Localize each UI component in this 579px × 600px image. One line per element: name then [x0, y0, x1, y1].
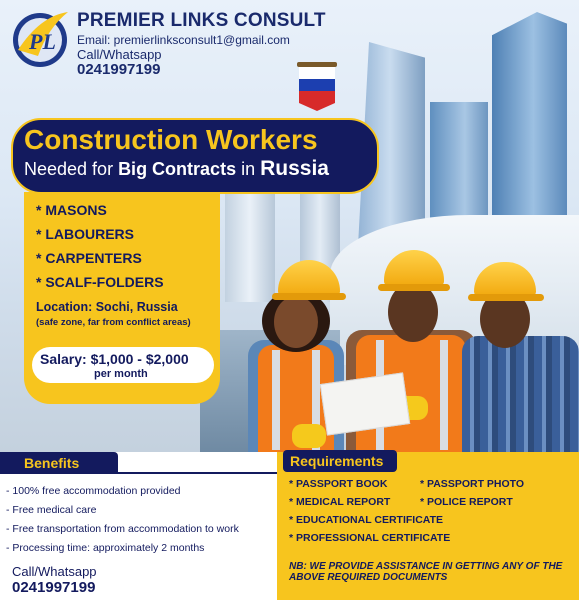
subtitle-country: Russia [260, 157, 329, 180]
benefit-item: - 100% free accommodation provided [6, 485, 181, 497]
job-item: * LABOURERS [36, 226, 135, 242]
requirement-item: * POLICE REPORT [420, 496, 513, 508]
benefit-item: - Free transportation from accommodation to work [6, 523, 239, 535]
requirement-item: * MEDICAL REPORT [289, 496, 391, 508]
phone-number: 0241997199 [12, 579, 96, 596]
company-name: PREMIER LINKS CONSULT [77, 10, 326, 31]
benefit-item: - Processing time: approximately 2 months [6, 542, 205, 554]
email-address: Email: premierlinksconsult1@gmail.com [77, 33, 290, 47]
benefit-item: - Free medical care [6, 504, 97, 516]
requirement-item: * PASSPORT PHOTO [420, 478, 525, 490]
headline-title: Construction Workers [24, 124, 318, 155]
requirement-item: * EDUCATIONAL CERTIFICATE [289, 514, 443, 526]
divider [118, 472, 277, 474]
subtitle-prefix: Needed for [24, 159, 119, 179]
call-whatsapp-label: Call/Whatsapp [12, 564, 97, 579]
job-item: * CARPENTERS [36, 250, 142, 266]
subtitle-in: in [236, 159, 261, 179]
salary-period: per month [94, 368, 148, 380]
job-item: * MASONS [36, 202, 107, 218]
job-item: * SCALF-FOLDERS [36, 274, 164, 290]
phone-number: 0241997199 [77, 61, 161, 78]
russia-flag-icon [297, 62, 337, 112]
requirement-item: * PROFESSIONAL CERTIFICATE [289, 532, 451, 544]
svg-text:PL: PL [29, 29, 56, 54]
call-whatsapp-label: Call/Whatsapp [77, 47, 162, 62]
salary-text: Salary: $1,000 - $2,000 [40, 351, 189, 367]
requirements-heading: Requirements [290, 453, 384, 469]
requirement-item: * PASSPORT BOOK [289, 478, 388, 490]
subtitle-bold: Big Contracts [118, 159, 237, 179]
headline-subtitle [24, 157, 329, 181]
assistance-note: NB: WE PROVIDE ASSISTANCE IN GETTING ANY OF THE ABOVE REQUIRED DOCUMENTS [289, 561, 563, 583]
benefits-heading: Benefits [24, 455, 80, 471]
location-note: (safe zone, far from conflict areas) [36, 317, 191, 328]
company-logo-icon [8, 6, 72, 70]
location-text: Location: Sochi, Russia [36, 300, 178, 314]
